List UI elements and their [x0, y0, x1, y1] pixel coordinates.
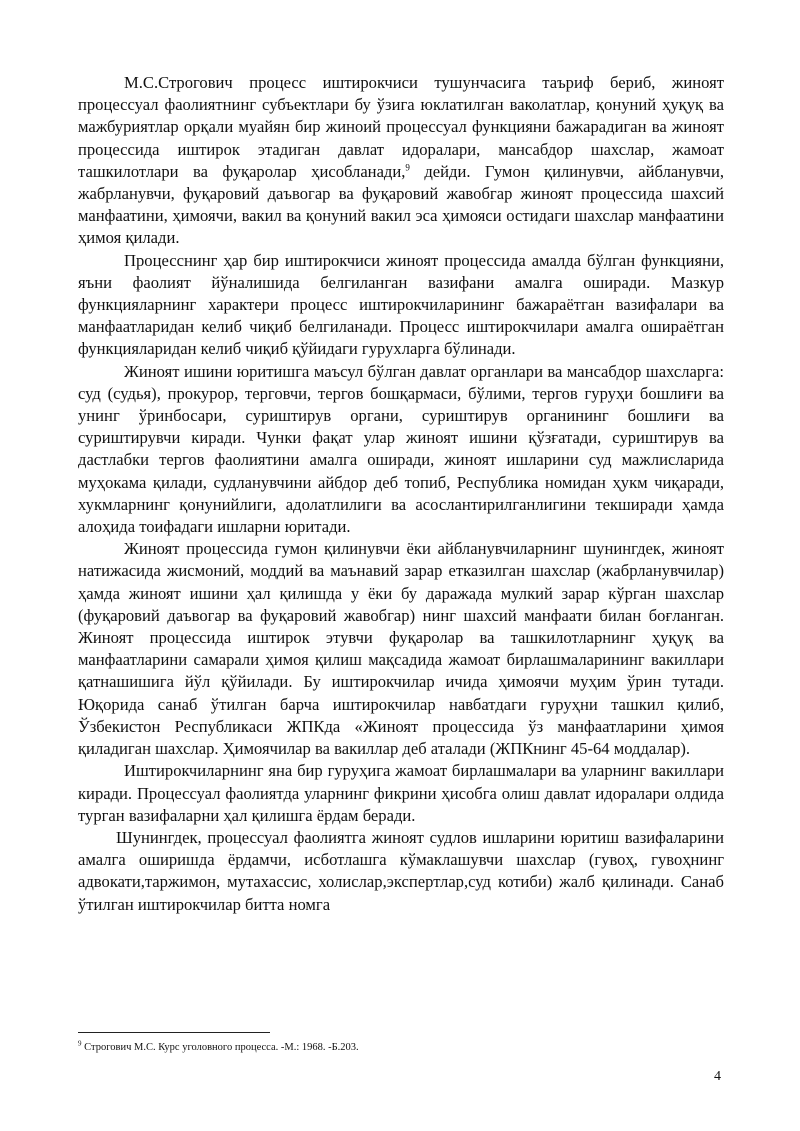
paragraph-6: Шунингдек, процессуал фаолиятга жиноят судлов ишларини юритиш вазифаларини амалга оширишда ёрдамчи, исботлашга кўмаклашувчи шахслар (гувоҳ, гувоҳнинг адвокати,таржимон, мутахассис, холислар,экспертлар,суд котиби) жалб қилинади. Санаб ўтилган иштирокчилар битта номга — [78, 827, 724, 914]
paragraph-1-text: М.С.Строгович процесс иштирокчиси тушунчасига таъриф бериб, жиноят процессуал фаолиятнинг субъектлари бу ўзига юклатилган ваколатлар, қонуний ҳуқуқ ва мажбуриятлар орқали муайян бир жиноий процессуал функцияни бажарадиган ва жиноят процессида иштирок этадиган давлат идоралари, мансабдор шахслар, жамоат ташкилотлари ва фуқаролар ҳисобланади, — [78, 73, 724, 181]
paragraph-1 — [78, 72, 724, 250]
paragraph-4: Жиноят процессида гумон қилинувчи ёки айбланувчиларнинг шунингдек, жиноят натижасида жисмоний, моддий ва маънавий зарар етказилган шахслар (жабрланувчилар) ҳамда жиноят ишини ҳал қилишда у ёки бу даражада мулкий зарар кўрган шахслар (фуқаровий даъвогар ва фуқаровий жавобгар) нинг шахсий манфаати билан боғланган. Жиноят процессида иштирок этувчи фуқаролар ва ташкилотларнинг ҳуқуқ ва манфаатларини самарали ҳимоя қилиш мақсадида жамоат бирлашмаларининг вакиллари қатнашишига йўл қўйилади. Бу иштирокчилар ичида ҳимоячи муҳим ўрин тутади. Юқорида санаб ўтилган барча иштирокчилар навбатдаги гуруҳни ташкил қилиб, Ўзбекистон Республикаси ЖПКда «Жиноят процессида ўз манфаатларини ҳимоя қиладиган шахслар. Ҳимоячилар ва вакиллар деб аталади (ЖПКнинг 45-64 моддалар). — [78, 539, 724, 759]
body-text — [78, 72, 724, 916]
page-number: 4 — [714, 1069, 721, 1084]
footnote-number: 9 — [78, 1039, 82, 1048]
paragraph-3: Жиноят ишини юритишга маъсул бўлган давлат органлари ва мансабдор шахсларга: суд (судья), прокурор, терговчи, тергов бошқармаси, бўлими, тергов гуруҳи бошлиғи ва унинг ўринбосари, суриштирув органи, суриштирув органининг бошлиғи ва суриштирувчи киради. Чунки фақат улар жиноят ишини қўзғатади, суриштирув ва дастлабки тергов фаолиятини амалга оширади, жиноят ишларини суд мажлисларида муҳокама қилади, судланувчини айбдор деб топиб, Республика номидан ҳукм чиқаради, хукмларнинг қонунийлиги, адолатлилиги ва асослантирилганлигини текширади ҳамда алоҳида тоифадаги ишларни юритади. — [78, 361, 724, 537]
footnote — [78, 1041, 724, 1055]
paragraph-1-text-continued: дейди. Гумон қилинувчи, айбланувчи, жабрланувчи, фуқаровий даъвогар ва фуқаровий жавобгар жиноят процессида шахсий манфаатини, ҳимоячи, вакил ва қонуний вакил эса ҳимояси остидаги шахслар манфаатини ҳимоя қилади. — [78, 161, 724, 248]
paragraph-2: Процесснинг ҳар бир иштирокчиси жиноят процессида амалда бўлган функцияни, яъни фаолият йўналишида белгиланган вазифани амалга оширади. Мазкур функцияларнинг характери процесс иштирокчиларининг бажараётган вазифалари ва манфаатларидан келиб чиқиб белгиланади. Процесс иштирокчилари амалга ошираётган функцияларидан келиб чиқиб қўйидаги гурухларга бўлинади. — [78, 250, 724, 359]
paragraph-5: Иштирокчиларнинг яна бир гуруҳига жамоат бирлашмалари ва уларнинг вакиллари киради. Процессуал фаолиятда уларнинг фикрини ҳисобга олиш давлат идоралари олдида турган вазифаларни ҳал қилишга ёрдам беради. — [78, 761, 724, 825]
footnote-separator — [78, 1032, 270, 1033]
footnote-reference[interactable]: 9 — [405, 162, 410, 173]
footnote-text: Строгович М.С. Курс уголовного процесса. -М.: 1968. -Б.203. — [81, 1042, 359, 1053]
